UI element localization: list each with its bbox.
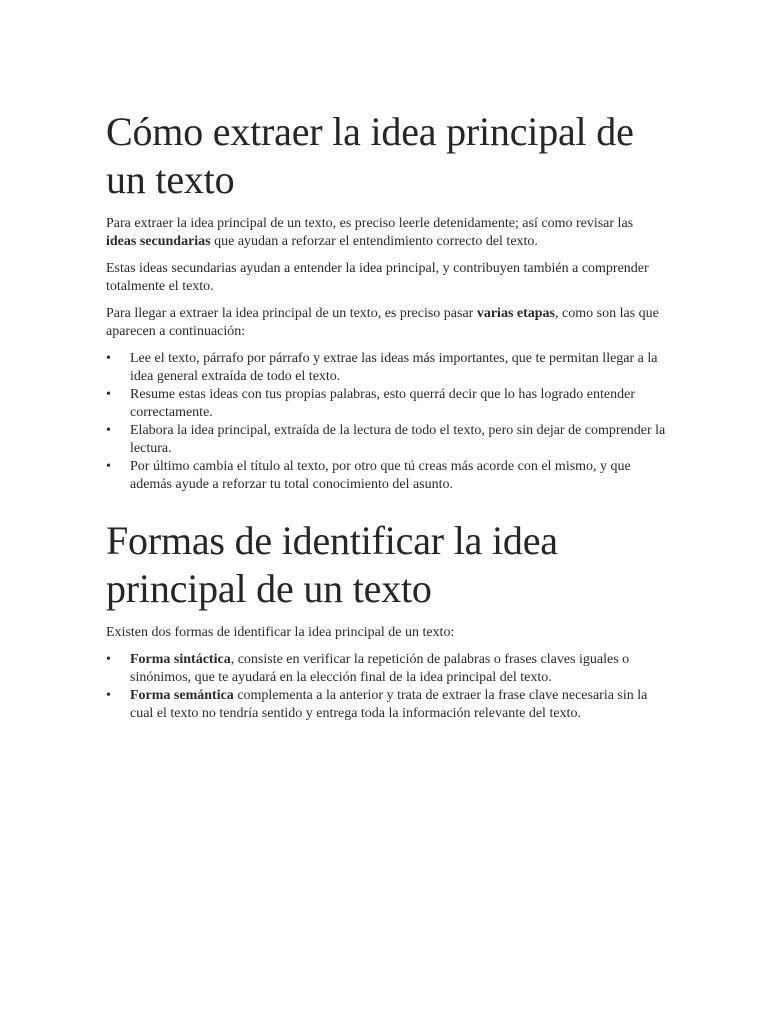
paragraph-stages-text-end: , como son las que aparecen a continuación:	[106, 306, 659, 339]
list-item-text: Por último cambia el título al texto, por otro que tú creas más acorde con el mismo, y que además ayude a reforzar tu total conocimiento del asunto.	[130, 459, 631, 492]
list-item-text: Lee el texto, párrafo por párrafo y extrae las ideas más importantes, que te permitan llegar a la idea general extraída de todo el texto.	[130, 351, 658, 384]
bold-varias-etapas: varias etapas	[476, 306, 556, 321]
bullet-icon: •	[106, 459, 111, 474]
list-item	[106, 458, 666, 494]
section-title-extract: Cómo extraer la idea principal de un texto	[106, 109, 634, 202]
paragraph-stages	[106, 305, 666, 341]
list-item	[106, 350, 666, 386]
paragraph-intro	[106, 215, 666, 251]
list-item-text: Elabora la idea principal, extraída de la lectura de todo el texto, pero sin dejar de comprender la lectura.	[130, 423, 666, 456]
list-item-text: Resume estas ideas con tus propias palabras, esto querrá decir que lo has logrado entender correctamente.	[130, 387, 635, 420]
bullet-icon: •	[106, 423, 111, 438]
bullet-icon: •	[106, 387, 111, 402]
paragraph-forms-intro: Existen dos formas de identificar la idea principal de un texto:	[106, 625, 455, 640]
document-page	[106, 108, 666, 723]
section-title-identify: Formas de identificar la idea principal de un texto	[106, 518, 558, 611]
forms-list	[106, 651, 666, 723]
bullet-icon: •	[106, 652, 111, 667]
list-item	[106, 422, 666, 458]
bullet-icon: •	[106, 351, 111, 366]
paragraph-secondary-ideas: Estas ideas secundarias ayudan a entender la idea principal, y contribuyen también a comprender totalmente el texto.	[106, 261, 649, 294]
paragraph-intro-text-end: que ayudan a reforzar el entendimiento correcto del texto.	[210, 234, 538, 249]
paragraph-intro-text: Para extraer la idea principal de un texto, es preciso leerle detenidamente; así como revisar las	[106, 216, 634, 231]
list-item	[106, 687, 666, 723]
bold-ideas-secundarias: ideas secundarias	[106, 234, 211, 249]
bullet-icon: •	[106, 688, 111, 703]
list-item	[106, 651, 666, 687]
list-item-text: complementa a la anterior y trata de extraer la frase clave necesaria sin la cual el texto no tendría sentido y entrega toda la información relevante del texto.	[130, 688, 648, 721]
bold-forma-semantica: Forma semántica	[130, 688, 234, 703]
list-item-text: , consiste en verificar la repetición de palabras o frases claves iguales o sinónimos, que te ayudará en la elección final de la idea principal del texto.	[130, 652, 630, 685]
steps-list	[106, 350, 666, 494]
paragraph-stages-text: Para llegar a extraer la idea principal de un texto, es preciso pasar	[106, 306, 477, 321]
bold-forma-sintactica: Forma sintáctica	[130, 652, 231, 667]
list-item	[106, 386, 666, 422]
